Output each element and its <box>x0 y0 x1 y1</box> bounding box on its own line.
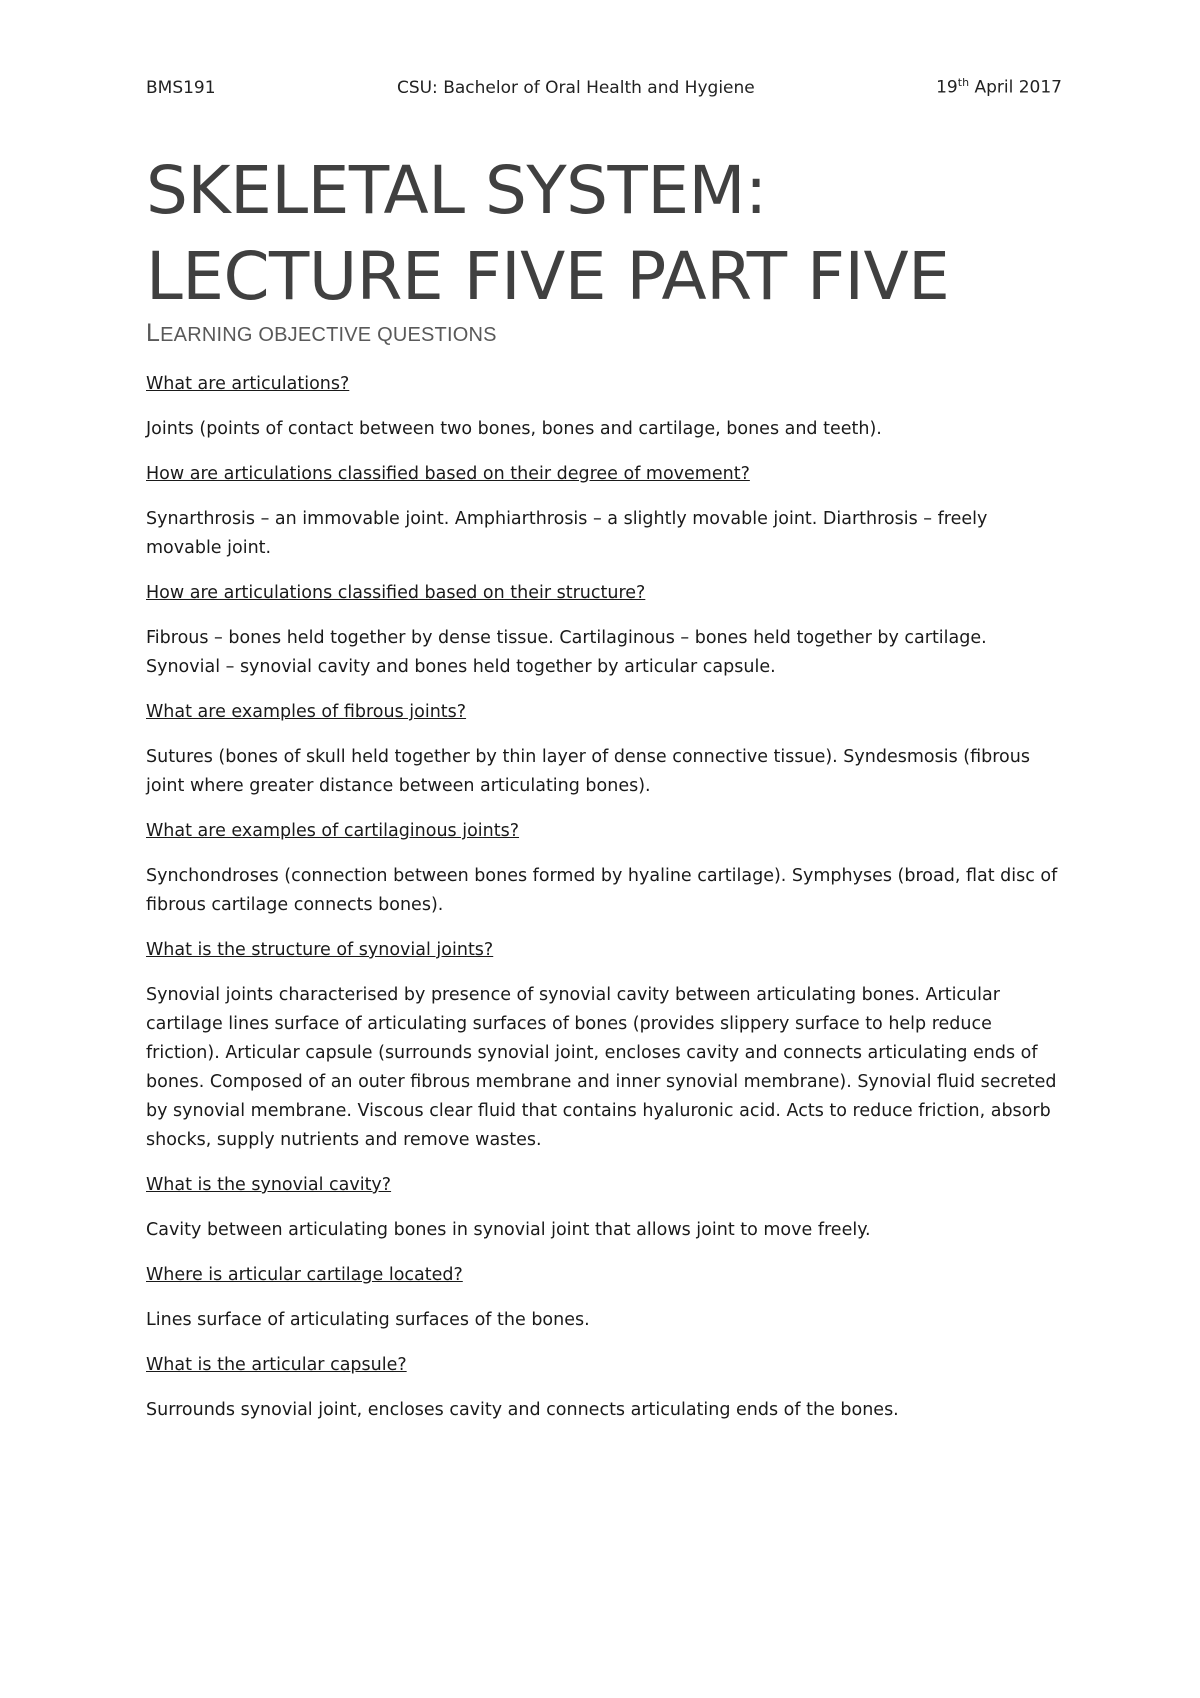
page-title <box>146 148 1086 320</box>
section-subtitle <box>146 319 497 348</box>
header-course-code: BMS191 <box>146 77 216 98</box>
answer-1: Joints (points of contact between two bones, bones and cartilage, bones and teeth). <box>146 419 882 439</box>
header-date <box>936 76 1062 98</box>
header-date-day: 19 <box>936 77 958 98</box>
subtitle-initial: L <box>146 319 161 347</box>
question-1: What are articulations? <box>146 374 350 394</box>
header-date-rest: April 2017 <box>969 77 1062 98</box>
question-5: What are examples of cartilaginous joints? <box>146 821 520 841</box>
question-6: What is the structure of synovial joints? <box>146 940 494 960</box>
answer-3: Fibrous – bones held together by dense tissue. Cartilaginous – bones held together by cartilage. Synovial – synovial cavity and bones held together by articular capsule. <box>146 628 987 677</box>
header-program: CSU: Bachelor of Oral Health and Hygiene <box>396 77 755 98</box>
qa-content <box>146 370 1061 1441</box>
question-7: What is the synovial cavity? <box>146 1175 392 1195</box>
question-4: What are examples of fibrous joints? <box>146 702 467 722</box>
question-8: Where is articular cartilage located? <box>146 1265 463 1285</box>
answer-7: Cavity between articulating bones in synovial joint that allows joint to move freely. <box>146 1220 871 1240</box>
answer-4: Sutures (bones of skull held together by thin layer of dense connective tissue). Syndesmosis (fibrous joint where greater distance between articulating bones). <box>146 747 1030 796</box>
answer-5: Synchondroses (connection between bones formed by hyaline cartilage). Symphyses (broad, flat disc of fibrous cartilage connects bones). <box>146 866 1058 915</box>
page-header <box>146 76 1062 100</box>
answer-9: Surrounds synovial joint, encloses cavity and connects articulating ends of the bones. <box>146 1400 899 1420</box>
answer-8: Lines surface of articulating surfaces of the bones. <box>146 1310 590 1330</box>
title-line-1: SKELETAL SYSTEM: <box>146 152 767 229</box>
question-9: What is the articular capsule? <box>146 1355 407 1375</box>
question-3: How are articulations classified based on their structure? <box>146 583 646 603</box>
subtitle-rest: EARNING OBJECTIVE QUESTIONS <box>160 324 497 346</box>
answer-6: Synovial joints characterised by presence of synovial cavity between articulating bones. Articular cartilage lines surface of articulating surfaces of bones (provides slippery surface to help reduce friction). Articular capsule (surrounds synovial joint, encloses cavity and connects articulating ends of bones. Composed of an outer fibrous membrane and inner synovial membrane). Synovial fluid secreted by synovial membrane. Viscous clear fluid that contains hyaluronic acid. Acts to reduce friction, absorb shocks, supply nutrients and remove wastes. <box>146 985 1057 1150</box>
question-2: How are articulations classified based on their degree of movement? <box>146 464 750 484</box>
answer-2: Synarthrosis – an immovable joint. Amphiarthrosis – a slightly movable joint. Diarthrosis – freely movable joint. <box>146 509 988 558</box>
title-line-2: LECTURE FIVE PART FIVE <box>146 238 950 315</box>
header-date-suffix: th <box>957 76 970 89</box>
